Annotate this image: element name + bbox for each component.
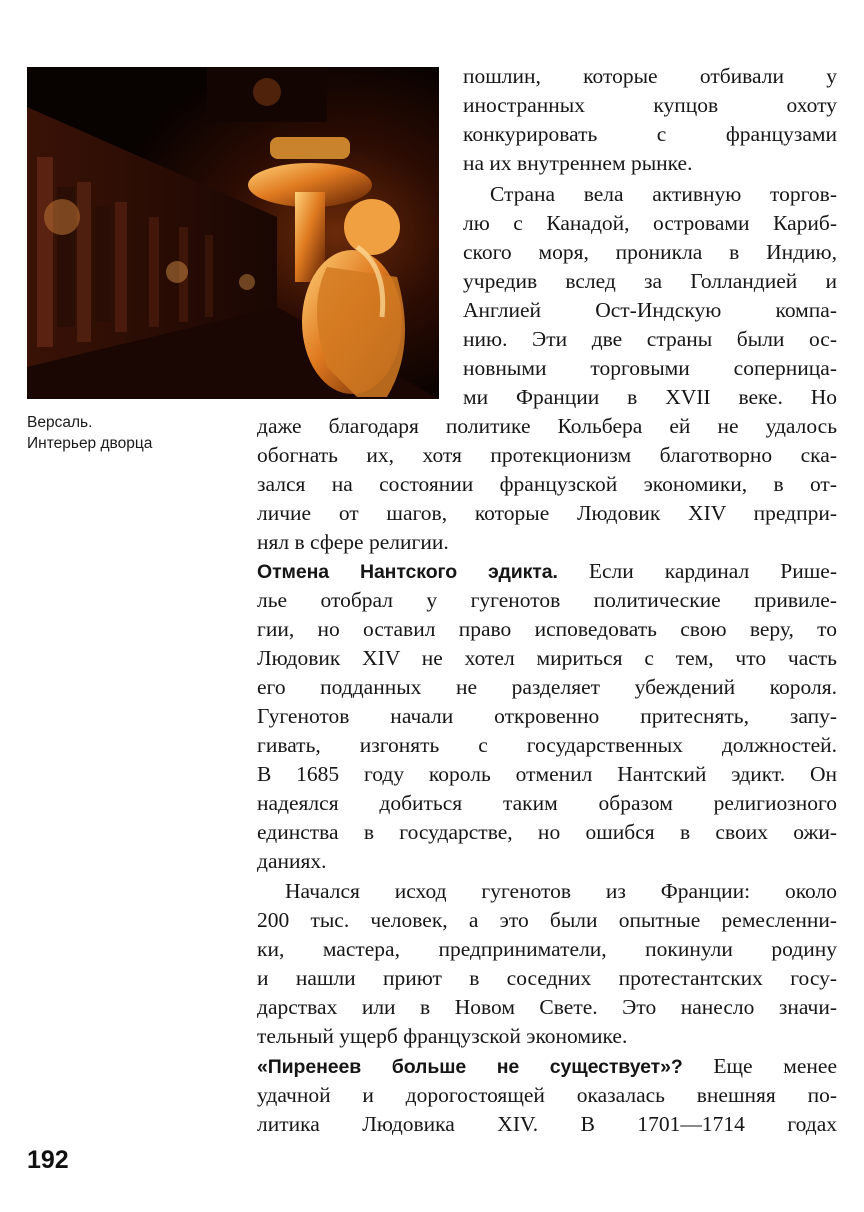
text-line: Начался исход гугенотов из Франции: около — [285, 879, 837, 903]
text-line: дарствах или в Новом Свете. Это нанесло значи- — [257, 995, 837, 1019]
text-line: литика Людовика XIV. В 1701—1714 годах — [257, 1112, 837, 1136]
page-number: 192 — [27, 1146, 69, 1174]
text-line: пошлин, которые отбивали у — [463, 64, 837, 88]
text-line: его подданных не разделяет убеждений короля. — [257, 675, 837, 699]
text-line: единства в государстве, но ошибся в своих ожи- — [257, 820, 837, 844]
text-line: В 1685 году король отменил Нантский эдикт. Он — [257, 762, 837, 786]
text-line: ки, мастера, предприниматели, покинули родину — [257, 937, 837, 961]
text-line: гии, но оставил право исповедовать свою веру, то — [257, 617, 837, 641]
text-line: надеялся добиться таким образом религиозного — [257, 791, 837, 815]
text-line: личие от шагов, которые Людовик XIV предпри- — [257, 501, 837, 525]
text-line: Людовик XIV не хотел мириться с тем, что часть — [257, 646, 837, 670]
text-line: зался на состоянии французской экономики, в от- — [257, 472, 837, 496]
text-line: учредив вслед за Голландией и — [463, 269, 837, 293]
text-line: лю с Канадой, островами Кариб- — [463, 211, 837, 235]
text-line: даниях. — [257, 849, 327, 873]
text-run: Если кардинал Рише- — [588, 559, 837, 583]
figure-caption — [27, 412, 217, 454]
text-line: тельный ущерб французской экономике. — [257, 1024, 628, 1048]
text-line: Англией Ост-Индскую компа- — [463, 298, 837, 322]
versailles-interior-image — [27, 67, 439, 399]
section-heading-pyrenees: «Пиренеев больше не существует»? — [257, 1056, 683, 1078]
caption-line: Интерьер дворца — [27, 435, 153, 452]
text-line: иностранных купцов охоту — [463, 93, 837, 117]
caption-line: Версаль. — [27, 414, 93, 431]
text-line: Страна вела активную торгов- — [490, 182, 837, 206]
text-line: ми Франции в XVII веке. Но — [463, 385, 837, 409]
text-line: ского моря, проникла в Индию, — [463, 240, 837, 264]
section-heading-nantes-edict: Отмена Нантского эдикта. — [257, 561, 558, 583]
text-line: новными торговыми соперница- — [463, 356, 837, 380]
text-line: на их внутреннем рынке. — [463, 151, 693, 175]
text-line — [257, 1052, 837, 1082]
text-line: Гугенотов начали откровенно притеснять, запу- — [257, 704, 837, 728]
text-line: 200 тыс. человек, а это были опытные ремесленни- — [257, 908, 837, 932]
text-line: лье отобрал у гугенотов политические привиле- — [257, 588, 837, 612]
text-line: обогнать их, хотя протекционизм благотворно ска- — [257, 443, 837, 467]
palace-interior-photo — [27, 67, 439, 399]
text-run: Еще менее — [713, 1054, 837, 1078]
text-line: удачной и дорогостоящей оказалась внешняя по- — [257, 1083, 837, 1107]
text-line: гивать, изгонять с государственных должностей. — [257, 733, 837, 757]
text-line: конкурировать с французами — [463, 122, 837, 146]
text-line — [257, 557, 837, 587]
text-line: нию. Эти две страны были ос- — [463, 327, 837, 351]
text-line: даже благодаря политике Кольбера ей не удалось — [257, 414, 837, 438]
text-line: и нашли приют в соседних протестантских госу- — [257, 966, 837, 990]
text-line: нял в сфере религии. — [257, 530, 449, 554]
